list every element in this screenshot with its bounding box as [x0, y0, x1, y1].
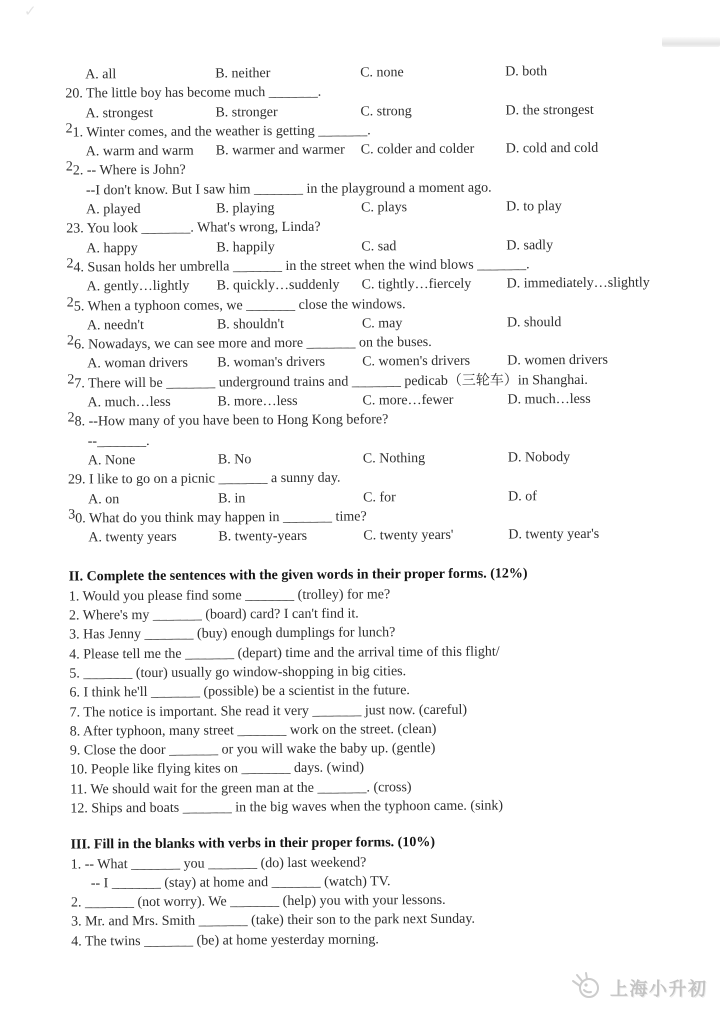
item-text: We should wait for the green man at the _______. (cross) [90, 779, 412, 798]
option-a: A. warm and warm [85, 143, 194, 160]
option-b: B. in [218, 490, 246, 507]
question-number: 9. [69, 743, 81, 759]
question-number: 28. [67, 410, 86, 430]
option-c: C. tightly…fiercely [361, 276, 472, 293]
option-b: B. shouldn't [216, 316, 285, 333]
option-c: C. sad [361, 238, 397, 255]
question-number: 4. [69, 647, 80, 663]
question-number: 27. [67, 372, 85, 392]
raised-digit: 2 [65, 121, 73, 137]
checkmark-artifact: ✓ [24, 2, 37, 20]
question-number: 1. [70, 857, 82, 873]
option-b: B. playing [216, 201, 275, 217]
option-a: A. twenty years [88, 529, 177, 546]
option-c: C. Nothing [362, 450, 426, 467]
option-b: B. twenty-years [218, 528, 308, 545]
option-a: A. on [88, 491, 120, 507]
question-text: What do you think may happen in _______ time? [88, 509, 367, 527]
option-d: D. twenty year's [508, 526, 600, 543]
continuation-text: --_______. [87, 433, 150, 450]
option-c: C. women's drivers [362, 354, 471, 370]
option-c: C. for [363, 489, 396, 505]
option-a: A. all [85, 67, 117, 83]
continuation-text: --I don't know. But I saw him _______ in the playground a moment ago. [85, 180, 492, 199]
question-number: 6. [69, 685, 81, 701]
option-d: D. sadly [506, 237, 554, 254]
option-b: B. woman's drivers [217, 355, 326, 371]
question-number: 5. [69, 666, 80, 682]
item-text: -- I _______ (stay) at home and _______ (watch) TV. [90, 874, 391, 892]
option-b: B. happily [216, 239, 275, 256]
option-d: D. women drivers [507, 353, 608, 369]
option-a: A. played [86, 202, 141, 218]
question-text: I like to go on a picnic _______ a sunny day. [88, 470, 341, 488]
question-text: When a typhoon comes, we _______ close the windows. [87, 296, 406, 314]
item-text: The twins _______ (be) at home yesterday morning. [84, 932, 379, 950]
option-d: D. both [505, 64, 548, 80]
question-text: Winter comes, and the weather is getting _______. [86, 123, 371, 141]
option-c: C. twenty years' [363, 527, 454, 544]
item-text: -- What _______ you _______ (do) last weekend? [84, 855, 367, 872]
question-number: 22. [65, 159, 84, 179]
option-c: C. more…fewer [362, 392, 454, 409]
option-d: D. of [508, 488, 537, 504]
item-text: People like flying kites on _______ days. (wind) [90, 760, 365, 778]
option-d: D. Nobody [507, 449, 571, 466]
question-number: 23. [66, 221, 84, 237]
option-b: B. neither [215, 66, 271, 82]
question-text: --How many of you have been to Hong Kong before? [88, 412, 389, 430]
option-c: C. may [361, 316, 403, 332]
question-number: 2. [70, 895, 82, 911]
question-text: The little boy has become much _______. [86, 85, 322, 102]
question-text: Susan holds her umbrella _______ in the street when the wind blows _______. [87, 257, 530, 276]
option-d: D. much…less [507, 391, 591, 408]
option-a: A. woman drivers [87, 356, 188, 372]
question-number: 24. [66, 256, 85, 276]
question-number: 20. [65, 86, 83, 102]
item-text: Where's my _______ (board) card? I can't find it. [82, 606, 359, 624]
item-text: Close the door _______ or you will wake the baby up. (gentle) [83, 741, 436, 759]
option-d: D. to play [506, 199, 562, 215]
item-text: _______ (tour) usually go window-shopping in big cities. [83, 664, 407, 682]
question-number: 3. [69, 627, 80, 643]
question-number: 25. [66, 295, 85, 315]
option-c: C. strong [360, 103, 412, 120]
raised-digit: 2 [65, 159, 73, 176]
option-a: A. much…less [87, 394, 171, 411]
watermark [568, 970, 708, 1005]
question-number: 10. [69, 762, 88, 778]
question-number: 8. [69, 724, 81, 740]
question-number: 11. [70, 782, 88, 798]
question-number: 2. [68, 608, 80, 624]
item-text: Ships and boats _______ in the big waves when the typhoon came. (sink) [91, 798, 504, 817]
section2-title: II. Complete the sentences with the given words in their proper forms. (12%) [68, 566, 528, 585]
option-a: A. strongest [85, 105, 154, 121]
item-text: Would you please find some _______ (trolley) for me? [82, 586, 391, 605]
question-number: 7. [69, 704, 81, 721]
raised-digit: 2 [66, 333, 75, 349]
question-number: 4. [71, 934, 82, 950]
question-text: Nowadays, we can see more and more _______ on the buses. [88, 335, 432, 353]
option-b: B. warmer and warmer [215, 142, 345, 159]
section3-title: III. Fill in the blanks with verbs in their proper forms. (10%) [70, 835, 436, 853]
brand-text: 上海小升初 [610, 978, 708, 1000]
option-c: C. none [360, 65, 404, 81]
option-c: C. colder and colder [360, 141, 475, 158]
option-c: C. plays [361, 200, 408, 216]
option-b: B. quickly…suddenly [216, 277, 340, 294]
item-text: Has Jenny _______ (buy) enough dumplings for lunch? [83, 625, 396, 643]
option-b: B. No [217, 452, 252, 468]
question-number: 12. [70, 801, 88, 817]
question-text: There will be _______ underground trains and _______ pedicab（三轮车）in Shanghai. [88, 372, 588, 392]
question-number: 1. [68, 589, 80, 605]
item-text: I think he'll _______ (possible) be a scientist in the future. [83, 683, 410, 701]
question-text: You look _______. What's wrong, Linda? [86, 220, 321, 237]
mascot-icon [568, 970, 602, 1005]
item-text: Mr. and Mrs. Smith _______ (take) their son to the park next Sunday. [85, 912, 476, 930]
option-a: A. None [87, 452, 136, 469]
item-text: After typhoon, many street _______ work on the street. (clean) [82, 721, 437, 740]
option-a: A. needn't [86, 317, 144, 334]
option-d: D. the strongest [505, 102, 594, 119]
item-text: The notice is important. She read it very _______ just now. (careful) [83, 702, 468, 720]
option-b: B. stronger [215, 104, 278, 121]
raised-digit: 3 [68, 507, 76, 523]
option-d: D. should [506, 314, 562, 331]
raised-digit: 2 [67, 410, 75, 426]
question-number: 21. [65, 121, 84, 141]
option-b: B. more…less [217, 393, 298, 410]
option-a: A. happy [86, 240, 138, 257]
raised-digit: 2 [66, 256, 74, 272]
question-number: 29. [67, 472, 86, 488]
raised-digit: 2 [67, 372, 75, 388]
question-text: -- Where is John? [86, 163, 186, 179]
section3-item [71, 928, 720, 952]
question-number: 26. [66, 333, 85, 353]
item-text: Please tell me the _______ (depart) time and the arrival time of this flight/ [83, 644, 500, 663]
raised-digit: 2 [66, 295, 74, 311]
option-a: A. gently…lightly [86, 278, 190, 295]
question-number: 3. [71, 914, 82, 930]
item-text: _______ (not worry). We _______ (help) you with your lessons. [84, 893, 446, 911]
option-d: D. cold and cold [505, 141, 599, 157]
option-d: D. immediately…slightly [506, 275, 650, 292]
question-number: 30. [68, 507, 86, 527]
